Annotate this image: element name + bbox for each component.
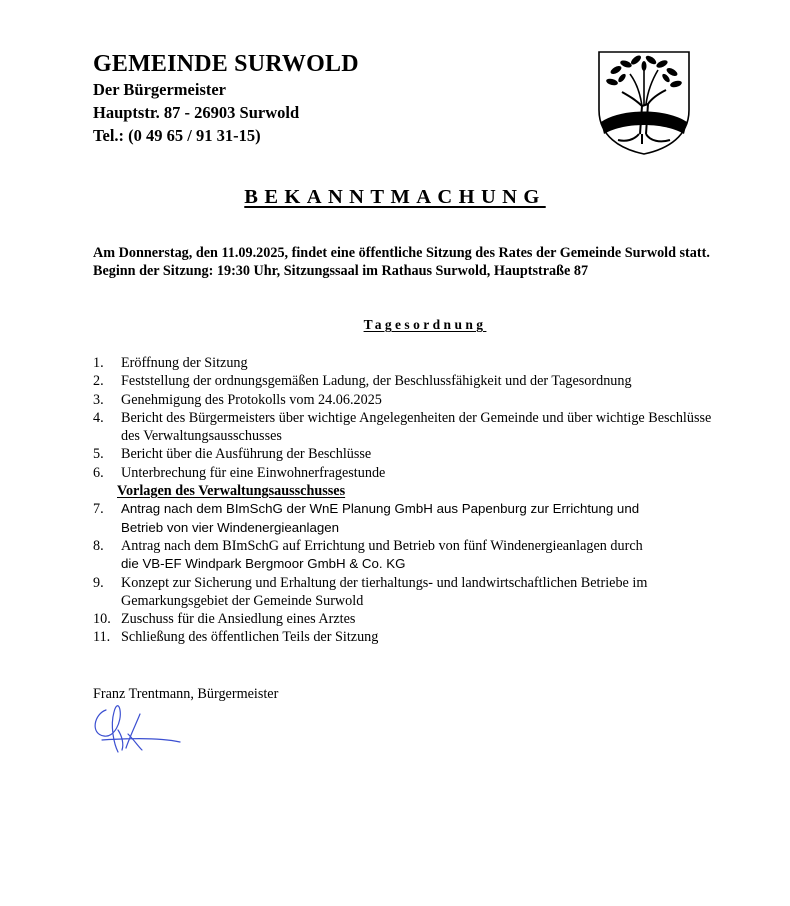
agenda-item-text: Unterbrechung für eine Einwohnerfragestunde	[121, 464, 386, 481]
agenda-subheading-text: Vorlagen des Verwaltungsausschusses	[117, 483, 346, 500]
agenda-item	[93, 409, 733, 446]
meeting-start-line: Beginn der Sitzung: 19:30 Uhr, Sitzungssaal im Rathaus Surwold, Hauptstraße 87	[93, 262, 589, 279]
agenda-item-number: 1.	[93, 355, 104, 371]
agenda-item-text	[121, 537, 733, 574]
letterhead	[93, 50, 359, 147]
agenda-item-text-line: Antrag nach dem BImSchG der WnE Planung GmbH aus Papenburg zur Errichtung und	[121, 501, 640, 517]
agenda-item-text: Feststellung der ordnungsgemäßen Ladung, der Beschlussfähigkeit und der Tagesordnung	[121, 373, 632, 390]
agenda-item	[93, 574, 733, 611]
agenda-item	[93, 464, 733, 482]
agenda-item-text-line: Antrag nach dem BImSchG auf Errichtung und Betrieb von fünf Windenergieanlagen durch	[121, 537, 643, 554]
agenda-item-number: 10.	[93, 611, 111, 628]
office-name: Der Bürgermeister	[93, 80, 227, 99]
agenda-list	[93, 354, 733, 647]
agenda-item-text: Eröffnung der Sitzung	[121, 355, 248, 371]
agenda-item-number: 9.	[93, 574, 104, 591]
agenda-item	[93, 537, 733, 574]
agenda-item-text	[121, 500, 733, 537]
agenda-item-text: Schließung des öffentlichen Teils der Sitzung	[121, 629, 379, 646]
coat-of-arms-tree-icon	[596, 48, 692, 156]
agenda-item	[93, 610, 733, 628]
agenda-item	[93, 354, 733, 372]
intro-paragraph	[93, 245, 733, 280]
agenda-item-number: 6.	[93, 464, 104, 481]
agenda-item-text: Zuschuss für die Ansiedlung eines Arztes	[121, 611, 356, 628]
signer-name: Franz Trentmann, Bürgermeister	[93, 686, 279, 702]
address: Hauptstr. 87 - 26903 Surwold	[93, 103, 300, 122]
agenda-item-number: 7.	[93, 501, 104, 518]
agenda-item-text-line: Betrieb von vier Windenergieanlagen	[121, 519, 340, 535]
signature-image	[92, 700, 192, 760]
meeting-date-line: Am Donnerstag, den 11.09.2025, findet eine öffentliche Sitzung des Rates der Gemeinde Surwold statt.	[93, 245, 710, 261]
agenda-item	[93, 372, 733, 390]
agenda-item-text: Konzept zur Sicherung und Erhaltung der tierhaltungs- und landwirtschaftlichen Betriebe im Gemarkungsgebiet der Gemeinde Surwold	[121, 574, 648, 609]
agenda-item-text-line: die VB-EF Windpark Bergmoor GmbH & Co. KG	[121, 556, 406, 572]
agenda-item	[93, 628, 733, 646]
agenda-item-number: 4.	[93, 409, 104, 426]
agenda-subheading	[93, 482, 733, 500]
agenda-item-number: 11.	[93, 629, 111, 646]
agenda-item-number: 8.	[93, 537, 104, 554]
agenda-item	[93, 391, 733, 409]
agenda-item-text: Bericht über die Ausführung der Beschlüsse	[121, 446, 372, 463]
agenda-item-text: Bericht des Bürgermeisters über wichtige Angelegenheiten der Gemeinde und über wichtige Beschlüsse des Verwaltungsausschusses	[121, 409, 712, 445]
announcement-title: BEKANNTMACHUNG	[244, 186, 546, 208]
agenda-item	[93, 445, 733, 463]
agenda-heading: Tagesordnung	[363, 317, 487, 332]
phone: Tel.: (0 49 65 / 91 31-15)	[93, 126, 261, 145]
agenda-item	[93, 500, 733, 537]
agenda-item-text: Genehmigung des Protokolls vom 24.06.2025	[121, 391, 382, 408]
agenda-item-number: 3.	[93, 391, 104, 408]
org-name: GEMEINDE SURWOLD	[93, 51, 359, 77]
agenda-item-number: 2.	[93, 373, 104, 390]
agenda-item-number: 5.	[93, 446, 104, 463]
